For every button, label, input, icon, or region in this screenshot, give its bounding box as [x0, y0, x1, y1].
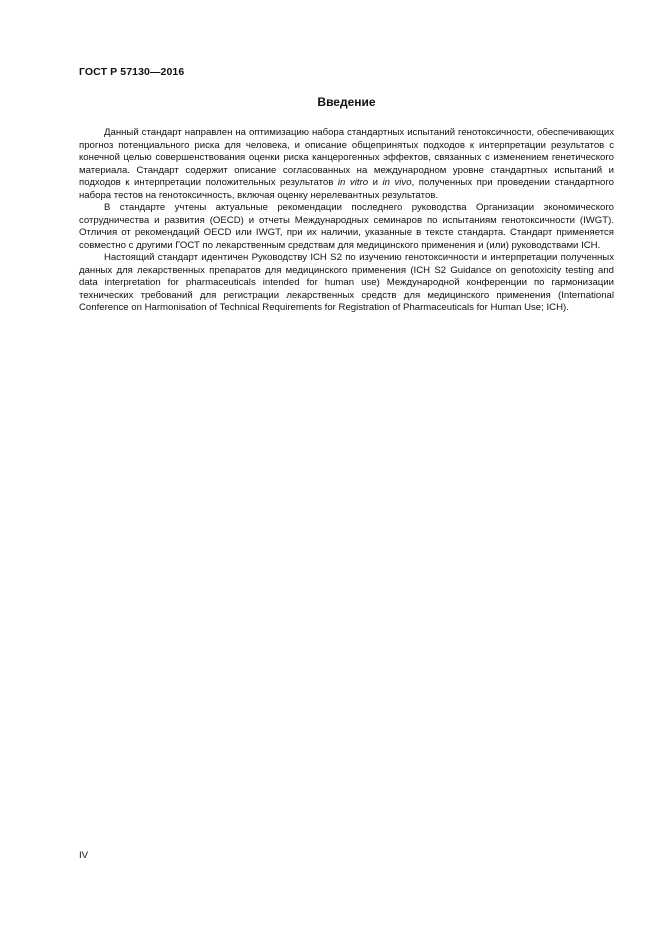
body-text [79, 127, 614, 315]
paragraph-1 [79, 127, 614, 202]
paragraph-1-text-a: Данный стандарт направлен на оптимизацию набора стандартных испытаний генотоксичности, обеспечивающих прогноз потенциального риска для человека, и описание общепринятых подходов к интерпретации результатов с конечной целью совершенствования оценки риска канцерогенных эффектов, связанных с изменением генетического материала. Стандарт содержит описание согласованных на международном уровне стандартных испытаний и подходов к интерпретации положительных результатов [79, 127, 614, 188]
paragraph-3 [79, 252, 614, 315]
paragraph-1-term-in-vitro: in vitro [337, 177, 369, 188]
document-code-header: ГОСТ Р 57130—2016 [79, 66, 185, 78]
page-number: IV [79, 850, 89, 861]
paragraph-2 [79, 202, 614, 252]
paragraph-1-term-in-vivo: in vivo [382, 177, 412, 188]
paragraph-2-text: В стандарте учтены актуальные рекомендации последнего руководства Организации экономического сотрудничества и развития (OECD) и отчеты Международных семинаров по испытаниям генотоксичности (IWGT). Отличия от рекомендаций OECD или IWGT, при их наличии, указанные в тексте стандарта. Стандарт применяется совместно с другими ГОСТ по лекарственным средствам для медицинского применения и (или) руководствами ICH. [79, 202, 614, 251]
section-title: Введение [317, 95, 376, 109]
paragraph-3-text: Настоящий стандарт идентичен Руководству ICH S2 по изучению генотоксичности и интерпретации полученных данных для лекарственных препаратов для медицинского применения (ICH S2 Guidance on genotoxicity testing and data interpretation for pharmaceuticals intended for human use) Международной конференции по гармонизации технических требований для регистрации лекарственных средств для медицинского применения (International Conference on Harmonisation of Technical Requirements for Registration of Pharmaceuticals for Human Use; ICH). [79, 252, 614, 313]
paragraph-1-text-b: и [368, 177, 383, 188]
paragraph-1-text-c: , полученных при проведении стандартного набора тестов на генотоксичность, включая оценку нерелевантных результатов. [79, 177, 614, 201]
